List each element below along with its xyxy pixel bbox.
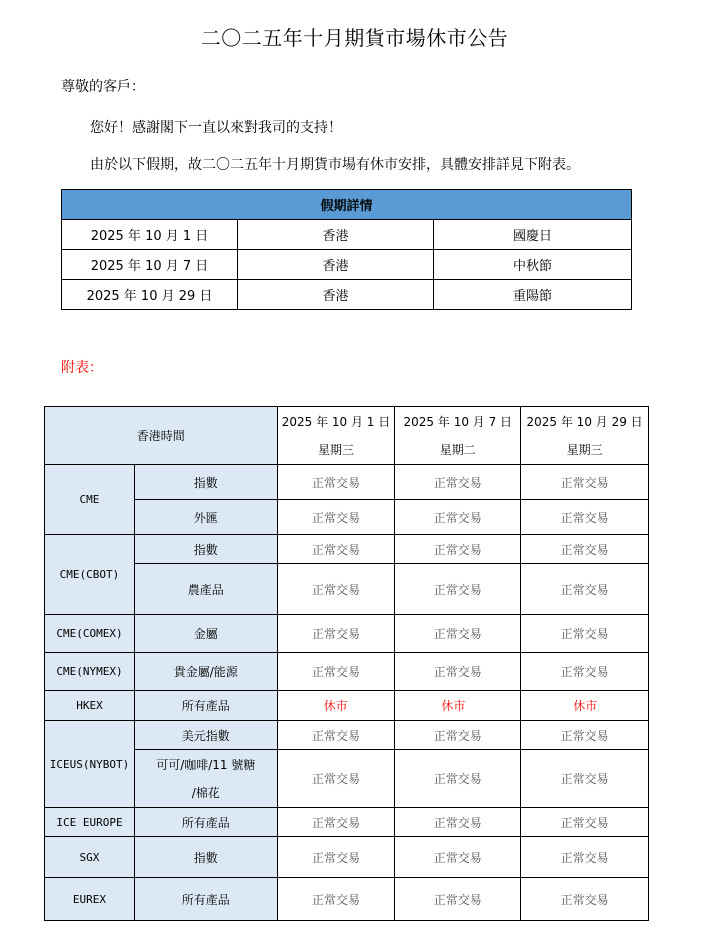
table-row — [62, 280, 632, 310]
product-cell: 貴金屬/能源 — [134, 653, 277, 691]
closed-status-cell: 休市 — [395, 691, 521, 721]
status-cell: 正常交易 — [395, 721, 521, 750]
holiday-date: 2025 年 10 月 29 日 — [62, 280, 238, 310]
holiday-place: 香港 — [238, 220, 434, 250]
product-cell: 所有產品 — [134, 878, 277, 921]
product-label-line-2: /棉花 — [191, 785, 220, 800]
status-cell: 正常交易 — [521, 750, 649, 808]
holiday-name: 重陽節 — [434, 280, 632, 310]
status-cell: 正常交易 — [277, 837, 395, 878]
date-header — [395, 407, 521, 465]
weekday-label: 星期二 — [439, 442, 476, 457]
date-label: 2025 年 10 月 29 日 — [526, 414, 643, 429]
holiday-name: 國慶日 — [434, 220, 632, 250]
intro-line-1: 您好！感謝閣下一直以來對我司的支持！ — [90, 120, 342, 136]
date-label: 2025 年 10 月 1 日 — [281, 414, 391, 429]
holiday-table-header: 假期詳情 — [62, 190, 632, 220]
status-cell: 正常交易 — [277, 750, 395, 808]
product-cell: 美元指數 — [134, 721, 277, 750]
status-cell: 正常交易 — [277, 535, 395, 564]
product-cell: 金屬 — [134, 615, 277, 653]
status-cell: 正常交易 — [395, 837, 521, 878]
status-cell: 正常交易 — [521, 653, 649, 691]
weekday-label: 星期三 — [566, 442, 603, 457]
table-row — [45, 721, 649, 750]
status-cell: 正常交易 — [277, 808, 395, 837]
weekday-label: 星期三 — [318, 442, 355, 457]
date-label: 2025 年 10 月 7 日 — [403, 414, 513, 429]
status-cell: 正常交易 — [395, 750, 521, 808]
exchange-cell: EUREX — [45, 878, 135, 921]
holiday-date: 2025 年 10 月 1 日 — [62, 220, 238, 250]
holiday-place: 香港 — [238, 250, 434, 280]
exchange-cell: ICEUS(NYBOT) — [45, 721, 135, 808]
product-cell: 外匯 — [134, 500, 277, 535]
product-cell: 農產品 — [134, 564, 277, 615]
table-row — [45, 500, 649, 535]
status-cell: 正常交易 — [521, 837, 649, 878]
status-cell: 正常交易 — [277, 615, 395, 653]
greeting: 尊敬的客戶： — [61, 79, 145, 95]
table-row — [45, 878, 649, 921]
schedule-header-row — [45, 407, 649, 465]
status-cell: 正常交易 — [521, 564, 649, 615]
page-title: 二〇二五年十月期貨市場休市公告 — [200, 26, 509, 50]
table-row — [45, 465, 649, 500]
date-header — [277, 407, 395, 465]
hk-time-header: 香港時間 — [45, 407, 278, 465]
status-cell: 正常交易 — [521, 721, 649, 750]
intro-line-2: 由於以下假期，故二〇二五年十月期貨市場有休市安排，具體安排詳見下附表。 — [90, 157, 580, 173]
holiday-place: 香港 — [238, 280, 434, 310]
status-cell: 正常交易 — [395, 808, 521, 837]
closed-status-cell: 休市 — [277, 691, 395, 721]
exchange-cell: ICE EUROPE — [45, 808, 135, 837]
status-cell: 正常交易 — [395, 465, 521, 500]
table-row — [45, 750, 649, 808]
product-cell: 指數 — [134, 535, 277, 564]
holiday-table — [61, 189, 632, 310]
date-header — [521, 407, 649, 465]
attachment-label: 附表： — [61, 360, 103, 376]
exchange-cell: CME(CBOT) — [45, 535, 135, 615]
status-cell: 正常交易 — [395, 564, 521, 615]
product-cell: 指數 — [134, 465, 277, 500]
exchange-cell: SGX — [45, 837, 135, 878]
table-row — [45, 808, 649, 837]
status-cell: 正常交易 — [277, 653, 395, 691]
table-row — [45, 691, 649, 721]
table-row — [62, 220, 632, 250]
status-cell: 正常交易 — [521, 878, 649, 921]
status-cell: 正常交易 — [277, 465, 395, 500]
holiday-date: 2025 年 10 月 7 日 — [62, 250, 238, 280]
table-row — [62, 250, 632, 280]
status-cell: 正常交易 — [277, 564, 395, 615]
status-cell: 正常交易 — [277, 721, 395, 750]
status-cell: 正常交易 — [521, 535, 649, 564]
table-row — [45, 564, 649, 615]
product-cell: 所有產品 — [134, 691, 277, 721]
exchange-cell: CME(NYMEX) — [45, 653, 135, 691]
status-cell: 正常交易 — [395, 500, 521, 535]
exchange-cell: CME — [45, 465, 135, 535]
status-cell: 正常交易 — [521, 615, 649, 653]
product-label-line-1: 可可/咖啡/11 號糖 — [156, 757, 256, 772]
table-row — [45, 653, 649, 691]
product-cell: 指數 — [134, 837, 277, 878]
table-row — [45, 615, 649, 653]
exchange-cell: CME(COMEX) — [45, 615, 135, 653]
status-cell: 正常交易 — [395, 878, 521, 921]
status-cell: 正常交易 — [277, 500, 395, 535]
status-cell: 正常交易 — [277, 878, 395, 921]
trading-schedule-table — [44, 406, 649, 921]
status-cell: 正常交易 — [521, 465, 649, 500]
status-cell: 正常交易 — [521, 500, 649, 535]
table-row — [45, 837, 649, 878]
status-cell: 正常交易 — [395, 653, 521, 691]
holiday-name: 中秋節 — [434, 250, 632, 280]
status-cell: 正常交易 — [521, 808, 649, 837]
product-cell — [134, 750, 277, 808]
status-cell: 正常交易 — [395, 615, 521, 653]
table-row — [45, 535, 649, 564]
status-cell: 正常交易 — [395, 535, 521, 564]
exchange-cell: HKEX — [45, 691, 135, 721]
closed-status-cell: 休市 — [521, 691, 649, 721]
product-cell: 所有產品 — [134, 808, 277, 837]
